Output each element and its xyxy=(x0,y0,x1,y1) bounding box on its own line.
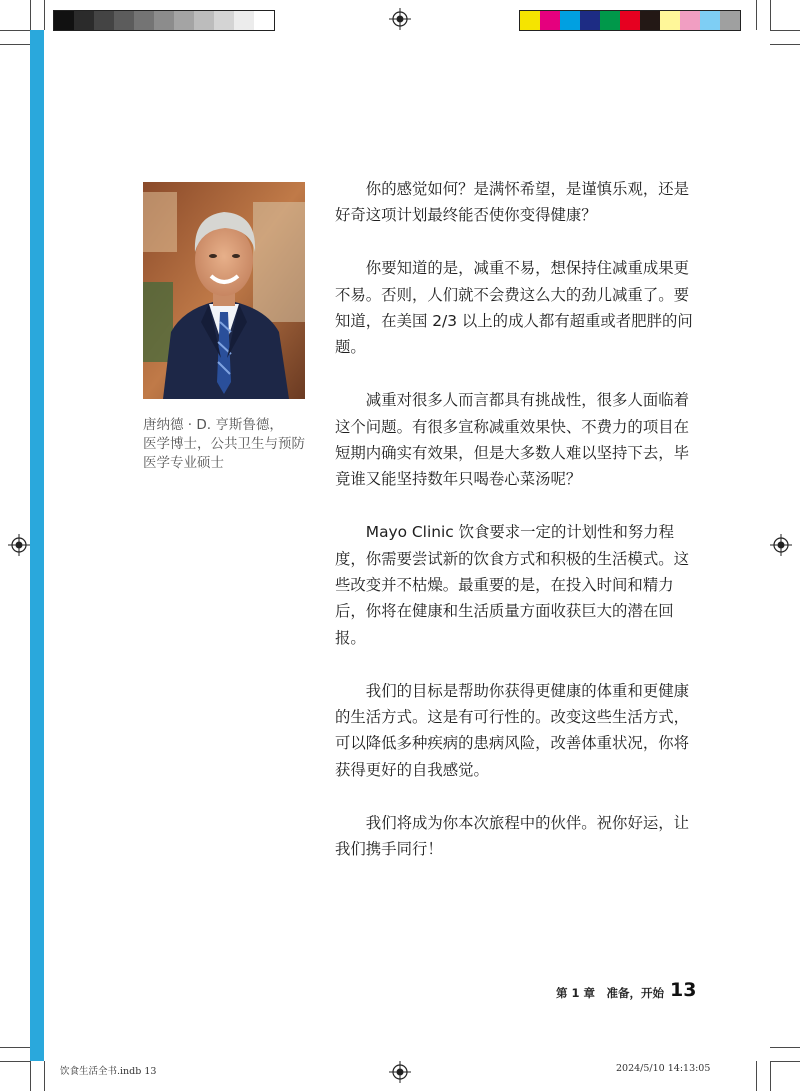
paragraph: 减重对很多人而言都具有挑战性，很多人面临着这个问题。有很多宣称减重效果快、不费力的项目在短期内确实有效果，但是大多数人难以坚持下去，毕竟谁又能坚持数年只喝卷心菜汤呢？ xyxy=(335,391,690,489)
slug-filename: 饮食生活全书.indb 13 xyxy=(60,1066,157,1077)
crop-mark xyxy=(0,1047,30,1048)
crop-mark xyxy=(756,1061,757,1091)
gray-swatch xyxy=(214,11,234,30)
caption-degree-line: 医学博士，公共卫生与预防 xyxy=(143,436,305,452)
registration-mark-icon xyxy=(770,534,792,556)
color-swatch xyxy=(720,11,740,30)
crop-mark xyxy=(770,1061,771,1091)
running-footer-chapter: 第 1 章 准备，开始 xyxy=(556,986,665,1000)
paragraph: 我们将成为你本次旅程中的伙伴。祝你好运，让我们携手同行！ xyxy=(335,813,690,859)
caption-name-line: 唐纳德 · D. 亨斯鲁德， xyxy=(143,417,283,433)
color-swatch xyxy=(560,11,580,30)
crop-mark xyxy=(770,30,800,31)
gray-swatch xyxy=(94,11,114,30)
paragraph: Mayo Clinic 饮食要求一定的计划性和努力程度，你需要尝试新的饮食方式和积极的生活模式。这些改变并不枯燥。最重要的是，在投入时间和精力后，你将在健康和生活质量方面收获巨大的潜在回报。 xyxy=(335,523,689,647)
gray-swatch xyxy=(194,11,214,30)
chapter-color-bar xyxy=(30,30,44,1061)
registration-mark-icon xyxy=(389,8,411,30)
crop-mark xyxy=(0,44,30,45)
crop-mark xyxy=(770,1047,800,1048)
color-swatch xyxy=(700,11,720,30)
color-calibration-strip xyxy=(519,10,741,31)
photo-caption xyxy=(143,416,318,473)
crop-mark xyxy=(756,0,757,30)
crop-mark xyxy=(44,1061,45,1091)
color-swatch xyxy=(680,11,700,30)
grayscale-calibration-strip xyxy=(53,10,275,31)
crop-mark xyxy=(44,0,45,30)
slug-timestamp: 2024/5/10 14:13:05 xyxy=(616,1063,711,1074)
gray-swatch xyxy=(134,11,154,30)
color-swatch xyxy=(540,11,560,30)
gray-swatch xyxy=(234,11,254,30)
gray-swatch xyxy=(74,11,94,30)
gray-swatch xyxy=(154,11,174,30)
body-text xyxy=(335,176,693,889)
paragraph: 你要知道的是，减重不易，想保持住减重成果更不易。否则，人们就不会费这么大的劲儿减重了。要知道，在美国 2/3 以上的成人都有超重或者肥胖的问题。 xyxy=(335,259,693,357)
crop-mark xyxy=(770,0,771,30)
registration-mark-icon xyxy=(8,534,30,556)
caption-degree-line: 医学专业硕士 xyxy=(143,455,224,471)
gray-swatch xyxy=(54,11,74,30)
color-swatch xyxy=(660,11,680,30)
paragraph: 我们的目标是帮助你获得更健康的体重和更健康的生活方式。这是有可行性的。改变这些生活方式，可以降低多种疾病的患病风险，改善体重状况，你将获得更好的自我感觉。 xyxy=(335,681,690,779)
color-swatch xyxy=(580,11,600,30)
crop-mark xyxy=(0,1061,30,1062)
crop-mark xyxy=(30,0,31,30)
gray-swatch xyxy=(114,11,134,30)
portrait-illustration xyxy=(143,182,305,399)
crop-mark xyxy=(770,44,800,45)
registration-mark-icon xyxy=(389,1061,411,1083)
color-swatch xyxy=(640,11,660,30)
color-swatch xyxy=(600,11,620,30)
crop-mark xyxy=(30,1061,31,1091)
page-number: 13 xyxy=(670,979,697,1001)
crop-mark xyxy=(770,1061,800,1062)
gray-swatch xyxy=(174,11,194,30)
color-swatch xyxy=(520,11,540,30)
gray-swatch xyxy=(254,11,274,30)
author-portrait-photo xyxy=(143,182,305,399)
crop-mark xyxy=(0,30,30,31)
color-swatch xyxy=(620,11,640,30)
paragraph: 你的感觉如何？是满怀希望，是谨慎乐观，还是好奇这项计划最终能否使你变得健康？ xyxy=(335,180,690,225)
